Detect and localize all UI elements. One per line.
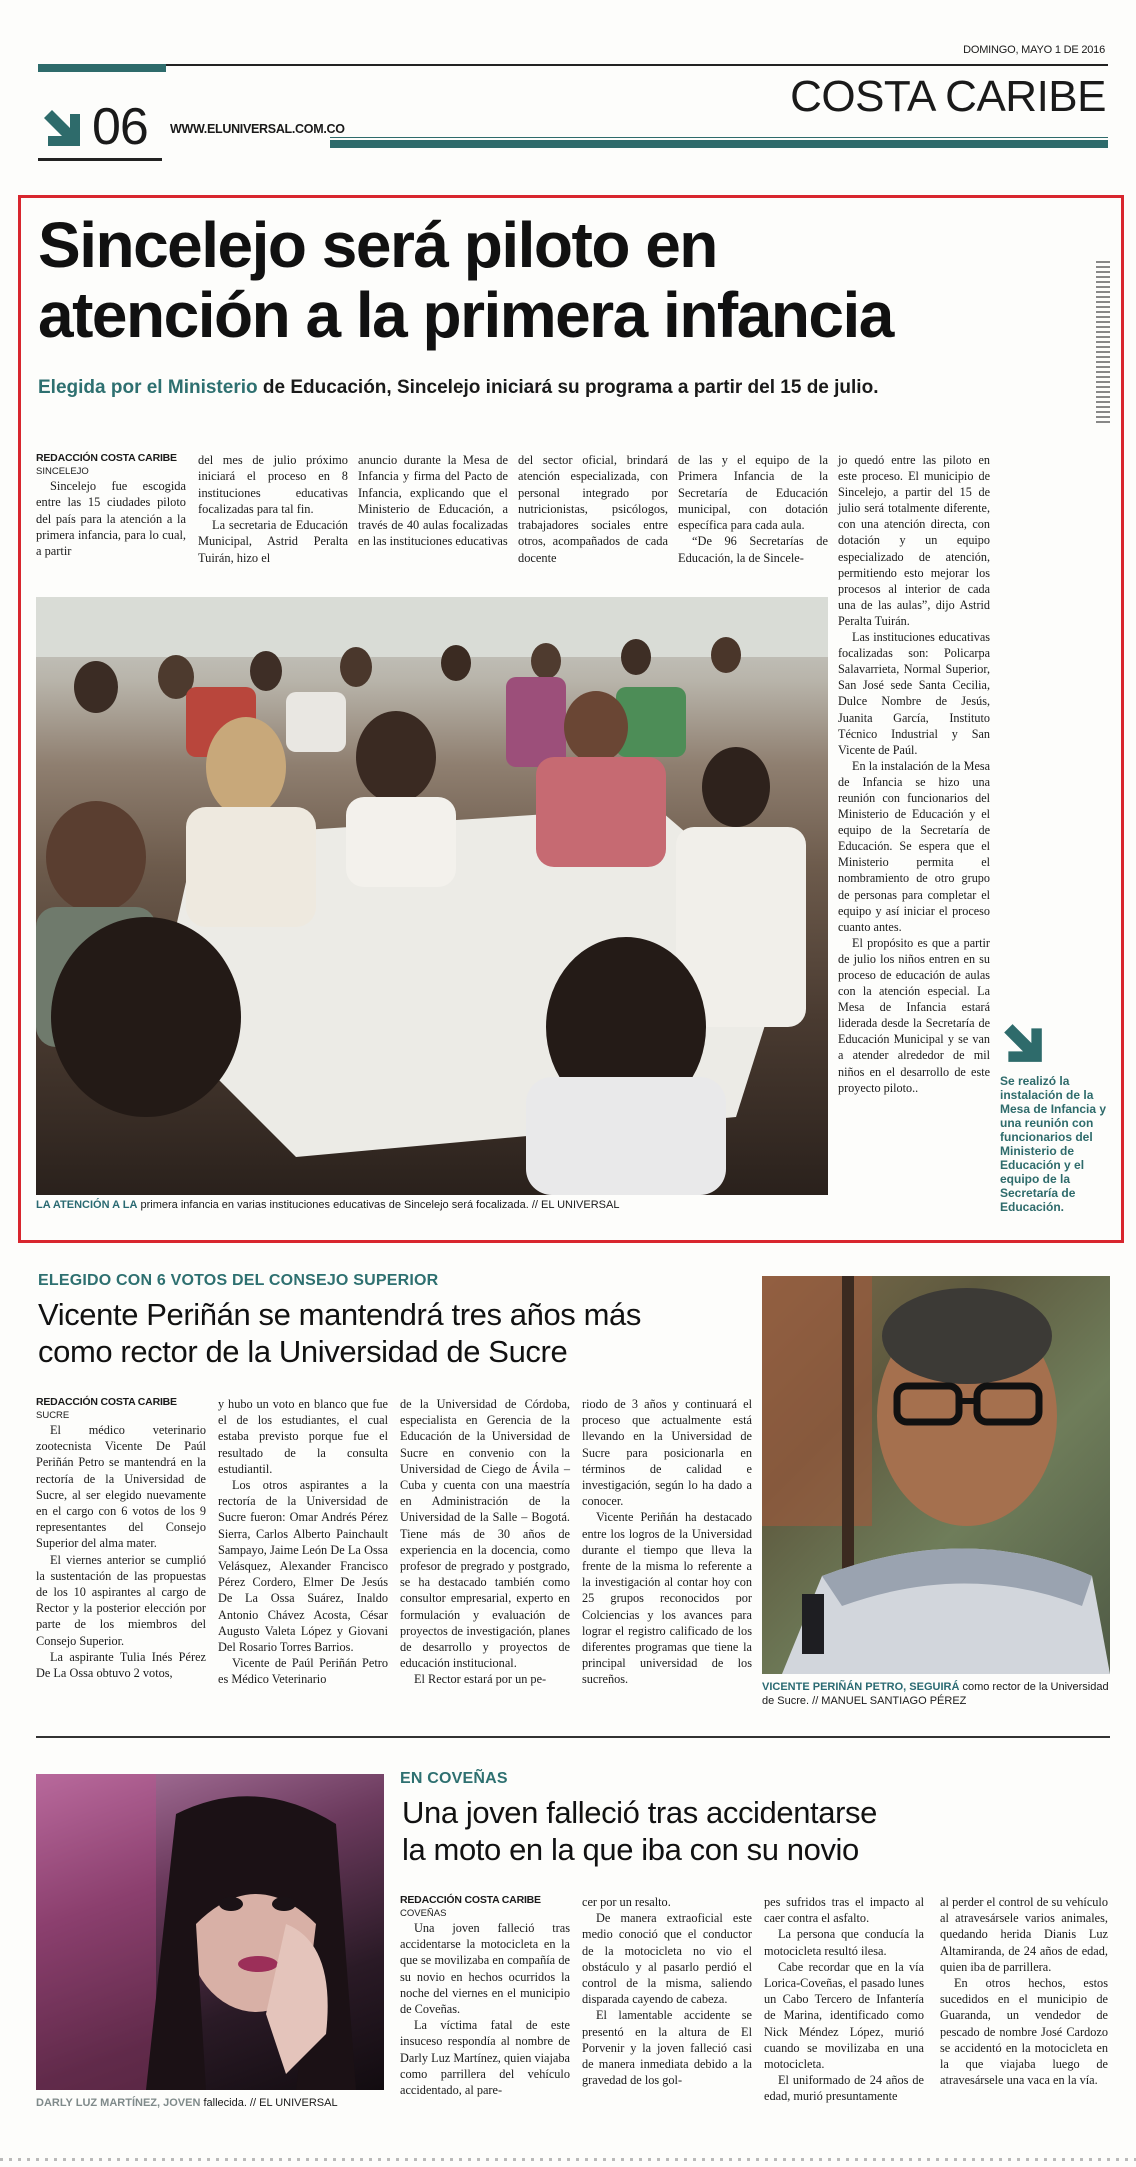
story3-place: COVEÑAS (400, 1908, 447, 1919)
story2-place: SUCRE (36, 1410, 70, 1421)
story2-headline-line1: Vicente Periñán se mantendrá tres años más (38, 1297, 641, 1332)
story1-col4-text: del sector oficial, brindará atención especializada, con personal integrado por nutricionistas, psicólogos, trabajadores sociales entre otros, acompañados de cada docente (518, 453, 668, 565)
story1-col2-text-a: del mes de julio próximo iniciará el proceso en 8 instituciones educativas focalizadas para tal fin. (198, 453, 348, 516)
header-thin-rule (330, 137, 1108, 138)
story1-place: SINCELEJO (36, 466, 89, 477)
story3-col3 (764, 1894, 924, 2105)
story3-kicker: EN COVEÑAS (400, 1770, 508, 1787)
story1-col1 (36, 452, 186, 559)
story1-col6-text-a: jo quedó entre las piloto en este proceso. El municipio de Sincelejo, a partir del 15 de julio será totalmente diferente, con una atención directa, con dotación y un equipo especializado de atención, permitiendo esto mejorar los procesos al interior de cada una de las aulas”, dijo Astrid Peralta Tuirán. (838, 453, 990, 628)
story1-col2-text-b: La secretaria de Educación Municipal, Astrid Peralta Tuirán, hizo el (198, 518, 348, 565)
story3-col3-text-d: El uniformado de 24 años de edad, murió presuntamente (764, 2073, 924, 2104)
story1-subhead-lead: Elegida por el Ministerio (38, 377, 258, 398)
story2-col1-text-a: El médico veterinario zootecnista Vicente De Paúl Periñán Petro se mantendrá en la rectoría de la Universidad de Sucre, al ser elegido nuevamente en el cargo con 6 votos de los 9 representantes del Consejo Superior del alma mater. (36, 1423, 206, 1551)
story3-caption-lead: DARLY LUZ MARTÍNEZ, JOVEN (36, 2097, 201, 2109)
story3-col2-text-a: cer por un resalto. (582, 1895, 671, 1909)
story3-col1-text-a: Una joven falleció tras accidentarse la motocicleta en la que se movilizaba en compañía de su novio en hechos ocurridos la noche del viernes en el municipio de Coveñas. (400, 1921, 570, 2017)
story3-col3-text-c: Cabe recordar que en la vía Lorica-Coveñas, el pasado lunes un Cabo Tercero de Infantería de Marina, identificado como Nick Méndez López, murió cuando se movilizaba en una motocicleta. (764, 1959, 924, 2072)
story1-col6 (838, 452, 990, 1096)
story3-photo (36, 1774, 384, 2090)
story1-col5-text-a: de las y el equipo de la Primera Infancia de la Secretaría de Educación municipal, con dotación específica para cada aula. (678, 453, 828, 533)
header-bottom-bar (330, 140, 1108, 148)
story2-col1-text-c: La aspirante Tulia Inés Pérez De La Ossa obtuvo 2 votos, (36, 1649, 206, 1681)
story2-headline (38, 1296, 758, 1370)
story1-caption-lead: LA ATENCIÓN A LA (36, 1199, 138, 1211)
bottom-edge-dots (0, 2158, 1136, 2161)
story1-col6-text-d: El propósito es que a partir de julio los niños entren en su proceso de educación de aulas con la atención especial. La Mesa de Infancia estará liderada desde la Secretaría de Educación Municipal y se van a atender alrededor de mil niños en el desarrollo de este proyecto piloto.. (838, 935, 990, 1095)
arrow-down-right-icon (1000, 1020, 1046, 1066)
story1-col5 (678, 452, 828, 566)
story2-col3 (400, 1396, 570, 1688)
story1-col3-text: anuncio durante la Mesa de Infancia y firma del Pacto de Infancia, explicando que el Ministerio de Educación, a través de 40 aulas focalizadas en las instituciones educativas (358, 453, 508, 549)
story2-col4-text-b: Vicente Periñán ha destacado entre los logros de la Universidad durante el tiempo que lleva la frente de la misma lo referente a la investigación al contar hoy con 25 grupos reconocidos por Colciencias y los avances para lograr el registro calificado de los diferentes programas que tiene la principal universidad de los sucreños. (582, 1510, 752, 1687)
story1-side-note: Se realizó la instalación de la Mesa de Infancia y una reunión con funcionarios del Ministerio de Educación y el equipo de la Secretaría de Educación. (1000, 1074, 1107, 1214)
story3-byline: REDACCIÓN COSTA CARIBE (400, 1894, 541, 1906)
arrow-down-right-icon (40, 106, 84, 150)
story3-col2-text-c: El lamentable accidente se presentó en la altura de El Porvenir y la joven falleció casi de manera inmediata debido a la gravedad de los gol- (582, 2008, 752, 2088)
story3-col2 (582, 1894, 752, 2088)
story1-caption-rest: primera infancia en varias instituciones educativas de Sincelejo será focalizada. // EL UNIVERSAL (137, 1199, 620, 1211)
story2-col2-text-b: Los otros aspirantes a la rectoría de la Universidad de Sucre fueron: Omar Andrés Pérez Sierra, Carlos Alberto Painchault Sampayo, Jaime León De La Ossa Velásquez, Alexander Francisco Pérez Cordero, Elmer De Jesús De La Ossa Suárez, Inaldo Antonio Chávez Acosta, César Augusto Valeta López y Giovani Del Rosario Torres Barrios. (218, 1478, 388, 1655)
story3-col2-text-b: De manera extraoficial este medio conoció que el conductor de la motocicleta no vio el obstáculo y al pasarlo perdió el control de la misma, saliendo disparada cayendo de cabeza. (582, 1911, 752, 2007)
story1-col3 (358, 452, 508, 550)
story1-col2 (198, 452, 348, 566)
story3-col3-text-b: La persona que conducía la motocicleta resultó ilesa. (764, 1927, 924, 1958)
story1-photo (36, 597, 828, 1195)
story2-kicker: ELEGIDO CON 6 VOTOS DEL CONSEJO SUPERIOR (38, 1272, 439, 1289)
story1-col6-text-b: Las instituciones educativas focalizadas son: Policarpa Salavarrieta, Normal Superior, San José sede Santa Cecilia, Dulce Nombre de Jesús, Juanita García, Instituto Técnico Industrial y San Vicente de Paúl. (838, 630, 990, 757)
story3-col4-text-b: En otros hechos, estos sucedidos en el municipio de Guaranda, un vendedor de pescado de nombre José Cardozo se accidentó en la motocicleta en la que viajaba luego de atravesársele una vaca en la vía. (940, 1976, 1108, 2088)
story2-caption-rest: como rector de la Universidad de Sucre. // MANUEL SANTIAGO PÉREZ (762, 1681, 1109, 1707)
section-divider (36, 1736, 1110, 1738)
story1-col4 (518, 452, 668, 566)
margin-decoration (1096, 258, 1110, 423)
story2-col2-text-a: y hubo un voto en blanco que fue el de los estudiantes, el cual estaba previsto porque fue el resultado de la consulta estudiantil. (218, 1397, 388, 1476)
story3-col1-text-b: La víctima fatal de este insuceso respondía al nombre de Darly Luz Martínez, quien viajaba como parrillera del vehículo accidentado, al pare- (400, 2018, 570, 2098)
story3-caption-rest: fallecida. // EL UNIVERSAL (200, 2097, 338, 2109)
story2-col3-text-b: El Rector estará por un pe- (414, 1672, 547, 1687)
page-number: 06 (92, 98, 148, 156)
story3-col4 (940, 1894, 1108, 2088)
story2-col1 (36, 1396, 206, 1681)
story2-col2 (218, 1396, 388, 1688)
story1-subhead-rest: de Educación, Sincelejo iniciará su programa a partir del 15 de julio. (257, 377, 879, 398)
story1-headline (38, 210, 1038, 350)
site-url: WWW.ELUNIVERSAL.COM.CO (170, 122, 345, 136)
story3-headline-line2: la moto en la que iba con su novio (402, 1832, 859, 1867)
story2-headline-line2: como rector de la Universidad de Sucre (38, 1334, 568, 1369)
story3-headline-line1: Una joven falleció tras accidentarse (402, 1795, 877, 1830)
story3-col1 (400, 1894, 570, 2098)
story1-col5-text-b: “De 96 Secretarías de Educación, la de Sincele- (678, 534, 828, 565)
issue-date: DOMINGO, MAYO 1 DE 2016 (963, 44, 1105, 56)
story2-col1-text-b: El viernes anterior se cumplió la sustentación de las propuestas de los 10 aspirantes al cargo de Rector y la posterior elección por parte de los miembros del Consejo Superior. (36, 1552, 206, 1648)
story2-col4 (582, 1396, 752, 1688)
section-title: COSTA CARIBE (790, 72, 1106, 121)
story1-headline-line1: Sincelejo será piloto en (38, 209, 717, 281)
story3-headline (402, 1794, 1102, 1868)
story2-caption (762, 1680, 1112, 1708)
story3-col3-text-a: pes sufridos tras el impacto al caer contra el asfalto. (764, 1895, 924, 1926)
story3-col4-text-a: al perder el control de su vehículo al atravesársele varios animales, quedando herida Dianis Luz Altamiranda, de 24 años de edad, quien iba de parrillera. (940, 1895, 1108, 1974)
story2-caption-lead: VICENTE PERIÑÁN PETRO, SEGUIRÁ (762, 1681, 960, 1693)
story2-col4-text-a: riodo de 3 años y continuará el proceso que actualmente está llevando en la Universidad de Sucre para posicionarla en términos de calidad e investigación, según lo ha dado a conocer. (582, 1397, 752, 1509)
story2-col3-text-a: de la Universidad de Córdoba, especialista en Gerencia de la Educación de la Universidad de Sucre en convenio con la Universidad de Ciego de Ávila – Cuba y cuenta con una maestría en Administración de la Universidad de la Salle – Bogotá. Tiene más de 30 años de experiencia en la docencia, como profesor de pregrado y postgrado, se ha destacado también como consultor empresarial, experto en formulación y evaluación de proyectos de investigación, planes de desarrollo y proyectos de educación institucional. (400, 1397, 570, 1671)
story1-col6-text-c: En la instalación de la Mesa de Infancia se hizo una reunión con funcionarios del Ministerio de Educación y el equipo de la Secretaría de Educación. Se espera que el Ministerio permita el nombramiento de otro grupo de personas para completar el equipo y así iniciar el proceso cuanto antes. (838, 758, 990, 934)
story1-headline-line2: atención a la primera infancia (38, 279, 893, 351)
story1-caption (36, 1198, 836, 1212)
story2-photo (762, 1276, 1110, 1674)
story1-col1-text: Sincelejo fue escogida entre las 15 ciudades piloto del país para la atención a la primera infancia, para lo cual, a partir (36, 479, 186, 559)
story2-byline: REDACCIÓN COSTA CARIBE (36, 1396, 177, 1408)
story1-subhead (38, 376, 1078, 400)
story3-caption (36, 2096, 386, 2110)
page-number-rule (38, 158, 162, 161)
header-left-bar (38, 64, 166, 72)
page-number-box (38, 98, 162, 158)
story2-col2-text-c: Vicente de Paúl Periñán Petro es Médico Veterinario (218, 1656, 388, 1687)
header-top-rule (38, 64, 1108, 66)
story1-byline: REDACCIÓN COSTA CARIBE (36, 452, 177, 464)
